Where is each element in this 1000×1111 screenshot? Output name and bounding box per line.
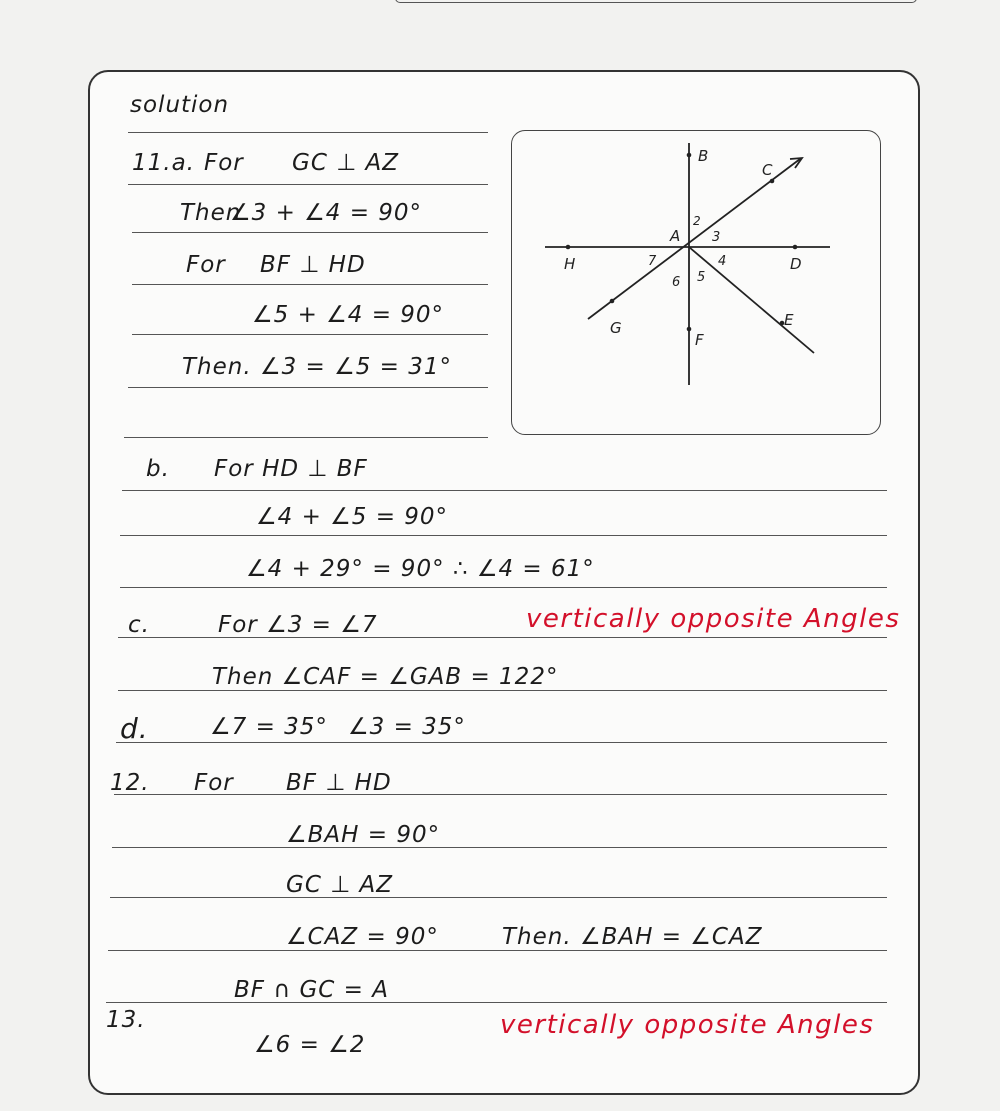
rule-line [122, 490, 887, 491]
problem-11b-label: b. [146, 456, 170, 482]
problem-11c-note: vertically opposite Angles [526, 604, 901, 634]
label-f: F [695, 331, 704, 349]
rule-line [128, 184, 488, 185]
problem-13-note: vertically opposite Angles [500, 1010, 875, 1040]
problem-11c-conclusion: Then ∠CAF = ∠GAB = 122° [212, 664, 559, 690]
angle-label-5: 5 [697, 270, 706, 285]
label-e: E [784, 311, 794, 329]
angle-label-4: 4 [718, 254, 727, 269]
rule-line [128, 132, 488, 133]
label-d: D [790, 255, 802, 273]
problem-11b-equation-1: ∠4 + ∠5 = 90° [256, 504, 449, 530]
rule-line [112, 847, 887, 848]
point-b-dot [687, 153, 692, 158]
problem-13-number: 13. [106, 1007, 146, 1033]
point-d-dot [793, 245, 798, 250]
label-c: C [762, 161, 773, 179]
rule-line [124, 437, 488, 438]
problem-11a-equation-2: ∠5 + ∠4 = 90° [252, 302, 445, 328]
line-gc [588, 159, 800, 319]
angle-label-6: 6 [672, 275, 681, 290]
problem-11a-given: For [204, 150, 244, 176]
rule-line [120, 535, 887, 536]
problem-13-equation: ∠6 = ∠2 [254, 1032, 366, 1058]
rule-line [118, 690, 887, 691]
rule-line [120, 587, 887, 588]
label-a: A [670, 227, 681, 245]
page-top-edge [395, 0, 917, 3]
angle-label-7: 7 [648, 254, 657, 269]
problem-12-equation-1: ∠BAH = 90° [286, 822, 441, 848]
problem-11a-relation: GC ⊥ AZ [292, 150, 400, 176]
label-b: B [698, 147, 709, 165]
point-f-dot [687, 327, 692, 332]
rule-line [132, 232, 488, 233]
problem-11a-for-label: For [186, 252, 226, 278]
problem-11a-number: 11.a. [132, 150, 195, 176]
problem-12-for-label: For [194, 770, 234, 796]
figure-svg [512, 131, 882, 436]
problem-12-relation-2: GC ⊥ AZ [286, 872, 394, 898]
problem-11b-equation-2: ∠4 + 29° = 90° ∴ ∠4 = 61° [246, 556, 595, 582]
geometry-figure [511, 130, 881, 435]
problem-12-conclusion: Then. ∠BAH = ∠CAZ [502, 924, 763, 950]
problem-11a-for-relation: BF ⊥ HD [260, 252, 366, 278]
problem-11d-equation-2: ∠3 = 35° [348, 714, 466, 740]
problem-11a-then-equation: ∠3 + ∠4 = 90° [230, 200, 423, 226]
rule-line [132, 284, 488, 285]
label-g: G [610, 319, 622, 337]
rule-line [108, 950, 887, 951]
rule-line [106, 1002, 887, 1003]
rule-line [128, 387, 488, 388]
problem-11c-label: c. [128, 612, 150, 638]
problem-11a-conclusion: Then. ∠3 = ∠5 = 31° [182, 354, 453, 380]
page-title: solution [130, 92, 230, 118]
problem-12-equation-2: ∠CAZ = 90° [286, 924, 439, 950]
point-h-dot [566, 245, 571, 250]
problem-11b-given: For HD ⊥ BF [214, 456, 368, 482]
label-h: H [564, 255, 576, 273]
problem-13-relation: BF ∩ GC = A [234, 977, 389, 1003]
rule-line [110, 897, 887, 898]
point-g-dot [610, 299, 615, 304]
problem-12-number: 12. [110, 770, 150, 796]
angle-label-3: 3 [712, 230, 721, 245]
point-c-dot [770, 179, 775, 184]
rule-line [116, 742, 887, 743]
problem-11a-then-label: Then [180, 200, 242, 226]
problem-11d-equation-1: ∠7 = 35° [210, 714, 328, 740]
problem-11c-given: For ∠3 = ∠7 [218, 612, 378, 638]
problem-12-relation-1: BF ⊥ HD [286, 770, 392, 796]
rule-line [132, 334, 488, 335]
angle-label-2: 2 [693, 214, 701, 228]
problem-11d-label: d. [120, 712, 149, 745]
